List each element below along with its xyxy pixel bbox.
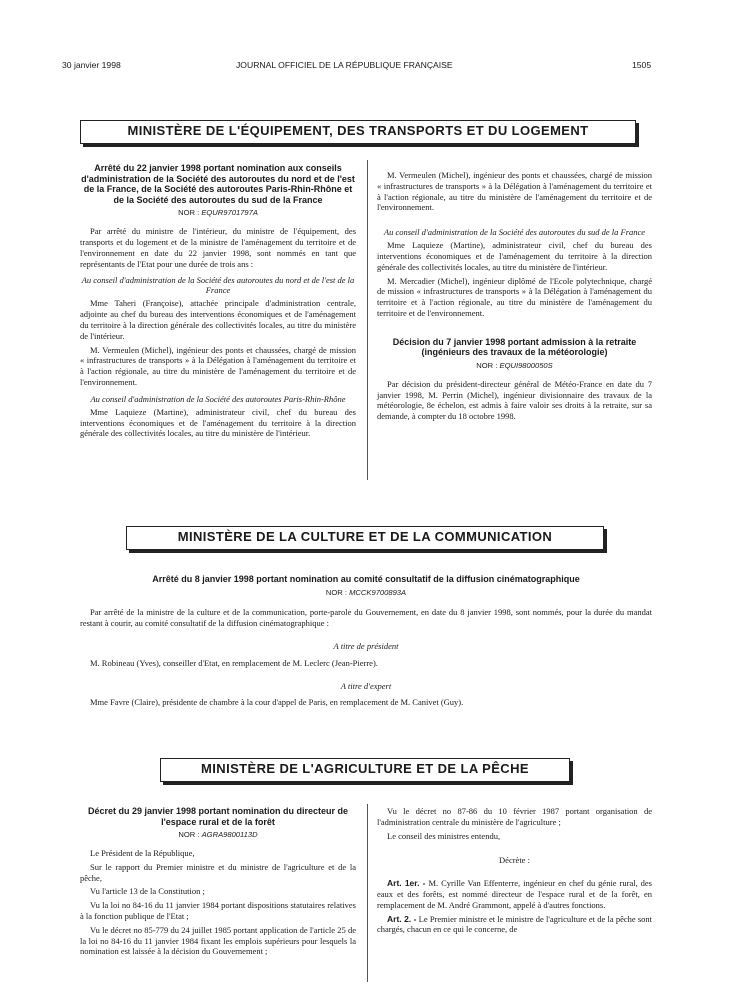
column-right-agriculture <box>377 806 652 938</box>
header-page-number: 1505 <box>632 60 652 70</box>
paragraph: Le conseil des ministres entendu, <box>387 830 501 841</box>
arrete-title: Arrêté du 22 janvier 1998 portant nomination aux conseils d'administration de la Société des autoroutes du nord et de l'est de la France, de la Société des autoroutes Paris-Rhin-Rhône et de la Société des autoroutes du sud de la France <box>81 163 355 205</box>
decret-title: Décret du 29 janvier 1998 portant nomination du directeur de l'espace rural et de la forêt <box>87 806 349 827</box>
arrete-title: Arrêté du 8 janvier 1998 portant nomination au comité consultatif de la diffusion cinématographique <box>152 574 580 584</box>
nor-line: NOR : EQUR9701797A <box>178 208 258 218</box>
paragraph-intro: Par arrêté de la ministre de la culture et de la communication, porte-parole du Gouvernement, en date du 8 janvier 1998, sont nommés, pour la durée du mandat restant à courir, au comité consultatif de la diffusion cinématographique : <box>80 607 652 629</box>
paragraph: Mme Taheri (Françoise), attachée principale d'administration centrale, adjointe au chef du bureau des interventions économiques et de l'aménagement du territoire à la direction générale des collectivités locales, au titre du ministère de l'intérieur. <box>80 298 356 341</box>
subheading: A titre d'expert <box>340 680 392 691</box>
column-divider <box>367 160 368 480</box>
paragraph-intro: Par arrêté du ministre de l'intérieur, du ministre de l'équipement, des transports et du logement et de la ministre de l'aménagement du territoire et de l'environnement en date du 22 janvier 1998, sont nommés en tant que représentants de l'Etat pour une durée de trois ans : <box>80 226 356 269</box>
paragraph: Vu la loi no 84-16 du 11 janvier 1984 portant dispositions statutaires relatives à la fonction publique de l'Etat ; <box>80 900 356 921</box>
paragraph: Sur le rapport du Premier ministre et du ministre de l'agriculture et de la pêche, <box>80 861 356 883</box>
paragraph: Par décision du président-directeur général de Météo-France en date du 7 janvier 1998, M. Perrin (Michel), ingénieur divisionnaire des travaux de la météorologie, 8e échelon, est admis à faire valoir ses droits à la retraite, sur sa demande, à compter du 18 octobre 1998. <box>377 378 652 422</box>
paragraph: Mme Laquieze (Martine), administrateur civil, chef du bureau des interventions économiques et de l'aménagement du territoire à la direction générale des collectivités locales, au titre du ministère de l'intérieur. <box>377 240 652 272</box>
paragraph: M. Mercadier (Michel), ingénieur diplômé de l'Ecole polytechnique, chargé de mission « infrastructures de transports » à la Délégation à l'aménagement du territoire et à l'action régionale, au titre du ministère de l'aménagement du territoire et de l'environnement. <box>377 275 652 318</box>
column-left-equipement <box>80 163 356 442</box>
subheading: Au conseil d'administration de la Société des autoroutes du nord et de l'est de la France <box>81 275 355 296</box>
paragraph: Le Président de la République, <box>90 847 195 858</box>
header-journal: JOURNAL OFFICIEL DE LA RÉPUBLIQUE FRANÇAISE <box>236 60 453 70</box>
decision-title: Décision du 7 janvier 1998 portant admission à la retraite (ingénieurs des travaux de la météorologie) <box>392 336 637 358</box>
subheading: Au conseil d'administration de la Société des autoroutes Paris-Rhin-Rhône <box>90 393 346 404</box>
column-left-agriculture <box>80 806 356 960</box>
paragraph: Vu le décret no 87-86 du 10 février 1987 portant organisation de l'administration centrale du ministère de l'agriculture ; <box>377 806 652 827</box>
nor-line: NOR : AGRA9800113D <box>178 830 258 840</box>
paragraph: M. Vermeulen (Michel), ingénieur des ponts et chaussées, chargé de mission « infrastructures de transports » à la Délégation à l'aménagement du territoire et à l'action régionale, au titre du ministère de l'aménagement du territoire et de l'environnement. <box>377 170 652 213</box>
paragraph: Vu l'article 13 de la Constitution ; <box>90 886 205 897</box>
paragraph: M. Vermeulen (Michel), ingénieur des ponts et chaussées, chargé de mission « infrastructures de transports » à la Délégation à l'aménagement du territoire et à l'action régionale, au titre du ministère de l'aménagement du territoire et de l'environnement. <box>80 344 356 387</box>
decrete-heading: Décrète : <box>499 855 530 866</box>
ministry-box-equipement: MINISTÈRE DE L'ÉQUIPEMENT, DES TRANSPORTS ET DU LOGEMENT <box>80 120 636 144</box>
article-1: Art. 1er. - M. Cyrille Van Effenterre, ingénieur en chef du génie rural, des eaux et des forêts, est nommé directeur de l'espace rural et de la forêt, en remplacement de M. André Grammont, appelé à d'autres fonctions. <box>377 878 652 910</box>
ministry-box-agriculture: MINISTÈRE DE L'AGRICULTURE ET DE LA PÊCHE <box>160 758 570 782</box>
culture-block <box>80 574 652 711</box>
nor-line: NOR : MCCK9700893A <box>325 587 407 597</box>
paragraph: Vu le décret no 85-779 du 24 juillet 1985 portant application de l'article 25 de la loi no 84-16 du 11 janvier 1984 fixant les emplois supérieurs pour lesquels la nomination est laissée à la décision du Gouvernement ; <box>80 924 356 957</box>
ministry-box-culture: MINISTÈRE DE LA CULTURE ET DE LA COMMUNICATION <box>126 526 604 550</box>
nor-line: NOR : EQUI9800050S <box>476 360 553 370</box>
paragraph: M. Robineau (Yves), conseiller d'Etat, en remplacement de M. Leclerc (Jean-Pierre). <box>90 657 378 668</box>
column-right-equipement <box>377 170 652 425</box>
article-2: Art. 2. - Le Premier ministre et le ministre de l'agriculture et de la pêche sont chargés, chacun en ce qui le concerne, de <box>377 913 653 935</box>
subheading: A titre de président <box>333 640 399 651</box>
column-divider <box>367 804 368 982</box>
paragraph: Mme Laquieze (Martine), administrateur civil, chef du bureau des interventions économiques et de l'aménagement du territoire à la direction générale des collectivités locales, au titre du ministère de l'intérieur. <box>80 406 356 439</box>
paragraph: Mme Favre (Claire), présidente de chambre à la cour d'appel de Paris, en remplacement de M. Canivet (Guy). <box>90 697 464 708</box>
subheading: Au conseil d'administration de la Société des autoroutes du sud de la France <box>383 227 646 238</box>
header-date: 30 janvier 1998 <box>62 60 121 70</box>
